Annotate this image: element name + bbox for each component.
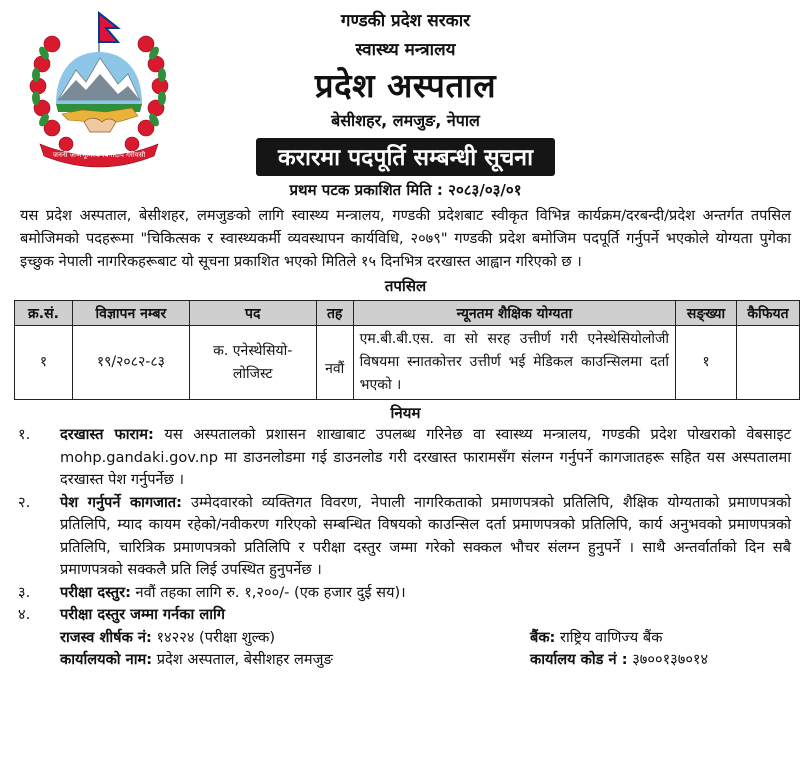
rule-label: परीक्षा दस्तुर जम्मा गर्नका लागि	[60, 606, 225, 623]
rule-body	[60, 492, 791, 582]
revenue-label: राजस्व शीर्षक नं:	[60, 628, 152, 646]
office-value: प्रदेश अस्पताल, बेसीशहर लमजुङ	[152, 651, 333, 668]
bank-details-left	[60, 627, 530, 672]
rule-body	[60, 604, 791, 627]
rule-body	[60, 424, 791, 492]
vacancy-table	[14, 300, 800, 400]
notice-title: करारमा पदपूर्ति सम्बन्धी सूचना	[256, 138, 555, 176]
table-row	[15, 326, 800, 400]
notice-banner	[0, 138, 811, 176]
code-value: ३७००१३७०१४	[627, 651, 709, 668]
table-header-row	[15, 301, 800, 326]
rule-text: नवौं तहका लागि रु. १,२००/- (एक हजार दुई सय)।	[130, 583, 406, 601]
revenue-value: १४२२४ (परीक्षा शुल्क)	[151, 628, 276, 646]
revenue-heading-line	[60, 627, 530, 650]
list-item	[18, 604, 791, 627]
col-header-remarks: कैफियत	[737, 301, 800, 326]
emblem-motto: जननी जन्मभूमिश्च स्वर्गादपि गरीयसी	[52, 151, 146, 159]
rule-label: परीक्षा दस्तुर:	[60, 583, 131, 601]
office-label: कार्यालयको नाम:	[60, 651, 153, 668]
cell-sn: १	[15, 326, 73, 400]
office-code-line	[530, 649, 791, 672]
bank-label: बैंक:	[530, 628, 556, 646]
hospital-location: बेसीशहर, लमजुङ, नेपाल	[331, 111, 480, 130]
bank-line	[530, 627, 791, 650]
list-item	[18, 424, 791, 492]
cell-level: नवौं	[316, 326, 353, 400]
office-name-line	[60, 649, 530, 672]
rule-label: दरखास्त फाराम:	[60, 426, 154, 443]
rules-list	[18, 424, 791, 672]
bank-value: राष्ट्रिय वाणिज्य बैंक	[555, 628, 663, 646]
letterhead	[0, 0, 811, 178]
publish-date: प्रथम पटक प्रकाशित मिति : २०८३/०३/०१	[289, 181, 522, 199]
col-header-level: तह	[316, 301, 353, 326]
rule-number: ४.	[18, 606, 31, 623]
cell-qualification: एम.बी.बी.एस. वा सो सरह उत्तीर्ण गरी एनेस्थेसियोलोजी विषयमा स्नातकोत्तर उत्तीर्ण भई मेडिकल काउन्सिलमा दर्ता भएको ।	[353, 326, 675, 400]
rule-number: १.	[18, 426, 31, 443]
col-header-qualification: न्यूनतम शैक्षिक योग्यता	[353, 301, 675, 326]
hospital-name: प्रदेश अस्पताल	[314, 66, 497, 105]
ministry-name: स्वास्थ्य मन्त्रालय	[355, 40, 456, 60]
bank-details-right	[530, 627, 791, 672]
cell-count: १	[676, 326, 737, 400]
intro-paragraph: यस प्रदेश अस्पताल, बेसीशहर, लमजुङको लागि स्वास्थ्य मन्त्रालय, गण्डकी प्रदेशबाट स्वीकृत विभिन्न कार्यक्रम/दरबन्दी/प्रदेश अन्तर्गत तपसिल बमोजिमको पदहरूमा "चिकित्सक र स्वास्थ्यकर्मी व्यवस्थापन कार्यविधि, २०७९" गण्डकी प्रदेश बमोजिम पदपूर्ति गर्नुपर्ने भएकोले योग्यता पुगेका इच्छुक नेपाली नागरिकहरूबाट यो सूचना प्रकाशित भएको मितिले १५ दिनभित्र दरखास्त आह्वान गरिएको छ ।	[20, 207, 791, 270]
government-name: गण्डकी प्रदेश सरकार	[340, 11, 471, 31]
col-header-adv-no: विज्ञापन नम्बर	[72, 301, 189, 326]
schedule-title: तपसिल	[384, 277, 427, 295]
cell-post: क. एनेस्थेसियो-लोजिस्ट	[189, 326, 316, 400]
col-header-sn: क्र.सं.	[15, 301, 73, 326]
rule-number: ३.	[18, 583, 31, 601]
rule-body	[60, 582, 791, 605]
rule-text: यस अस्पतालको प्रशासन शाखाबाट उपलब्ध गरिनेछ वा स्वास्थ्य मन्त्रालय, गण्डकी प्रदेश पोखराको वेबसाइट mohp.gandaki.gov.np मा डाउनलोडमा गई डाउनलोड गरी दरखास्त फारामसँग संलग्न गर्नुपर्ने कागजातहरू सहित यस अस्पतालमा दरखास्त पेश गर्नुपर्नेछ ।	[60, 426, 792, 488]
list-item	[18, 582, 791, 605]
cell-remarks	[737, 326, 800, 400]
rules-title: नियम	[390, 404, 421, 422]
col-header-post: पद	[189, 301, 316, 326]
code-label: कार्यालय कोड नं :	[530, 651, 628, 668]
rule-label: पेश गर्नुपर्ने कागजात:	[60, 493, 182, 511]
cell-adv-no: १९/२०८२-८३	[72, 326, 189, 400]
list-item	[18, 492, 791, 582]
col-header-count: सङ्ख्या	[676, 301, 737, 326]
rule-text: उम्मेदवारको व्यक्तिगत विवरण, नेपाली नागरिकताको प्रमाणपत्रको प्रतिलिपि, शैक्षिक योग्यताको प्रमाणपत्रको प्रतिलिपि, म्याद कायम रहेको/नवीकरण गरिएको सम्बन्धित विषयको काउन्सिल दर्ता प्रमाणपत्रको प्रतिलिपि, कार्य अनुभवको प्रमाणपत्रको प्रतिलिपि, चारित्रिक प्रमाणपत्रको प्रतिलिपि र परीक्षा दस्तुर जम्मा गरेको सक्कल भौचर संलग्न हुनुपर्ने । साथै अन्तर्वार्ताको दिन सबै प्रमाणपत्रको सक्कलै प्रति लिई उपस्थित हुनुपर्नेछ ।	[60, 493, 792, 578]
rule-number: २.	[18, 493, 31, 511]
bank-details	[60, 627, 791, 672]
